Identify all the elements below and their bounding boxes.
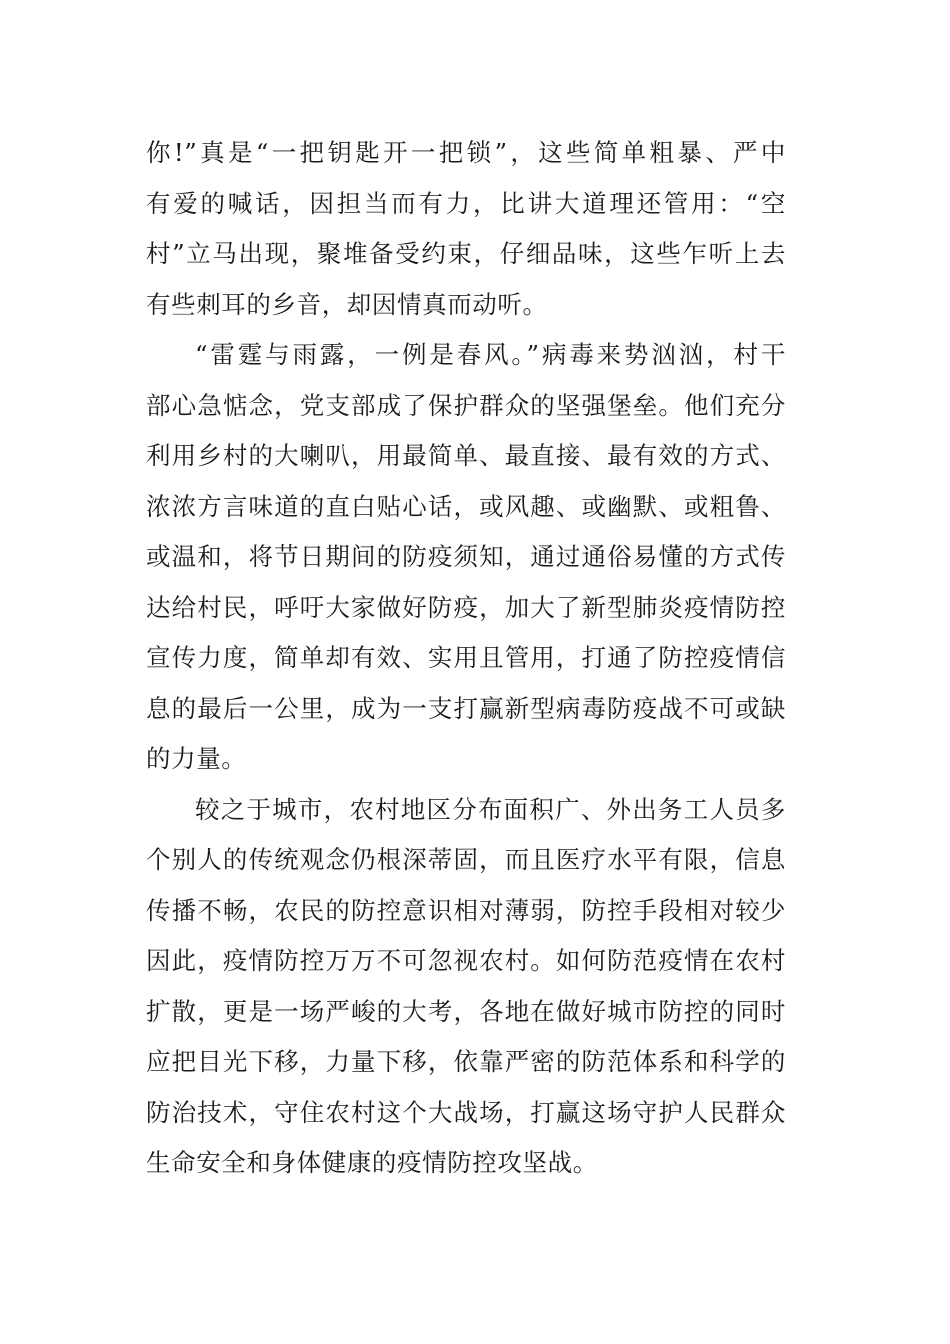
paragraph-2 — [146, 330, 786, 785]
text-line: 村”立马出现，聚堆备受约束，仔细品味，这些乍听上去 — [146, 239, 786, 268]
text-line: 或温和，将节日期间的防疫须知，通过通俗易懂的方式传 — [146, 542, 786, 571]
text-line: 浓浓方言味道的直白贴心话，或风趣、或幽默、或粗鲁、 — [146, 491, 786, 521]
text-line: 息的最后一公里，成为一支打赢新型病毒防疫战不可或缺 — [146, 693, 786, 723]
text-line: 宣传力度，简单却有效、实用且管用，打通了防控疫情信 — [146, 643, 786, 672]
text-line: 有些刺耳的乡音，却因情真而动听。 — [146, 289, 548, 319]
text-line: 有爱的喊话，因担当而有力，比讲大道理还管用：“空 — [146, 188, 786, 218]
text-line: “雷霆与雨露，一例是春风。”病毒来势汹汹，村干 — [195, 340, 786, 369]
text-line: 部心急惦念，党支部成了保护群众的坚强堡垒。他们充分 — [146, 390, 786, 420]
text-line: 达给村民，呼吁大家做好防疫，加大了新型肺炎疫情防控 — [146, 592, 786, 622]
article-body — [146, 128, 786, 1189]
paragraph-1 — [146, 128, 786, 330]
text-line: 因此，疫情防控万万不可忽视农村。如何防范疫情在农村 — [146, 946, 786, 975]
text-line: 传播不畅，农民的防控意识相对薄弱，防控手段相对较少 — [146, 895, 786, 925]
text-line: 个别人的传统观念仍根深蒂固，而且医疗水平有限，信息 — [146, 845, 786, 874]
paragraph-3 — [146, 785, 786, 1189]
text-line: 防治技术，守住农村这个大战场，打赢这场守护人民群众 — [146, 1097, 786, 1127]
text-line: 应把目光下移，力量下移，依靠严密的防范体系和科学的 — [146, 1047, 786, 1076]
text-line: 你!”真是“一把钥匙开一把锁”，这些简单粗暴、严中 — [146, 138, 786, 167]
text-line: 扩散，更是一场严峻的大考，各地在做好城市防控的同时 — [146, 996, 786, 1026]
text-line: 的力量。 — [146, 744, 247, 773]
text-line: 生命安全和身体健康的疫情防控攻坚战。 — [146, 1148, 598, 1177]
text-line: 较之于城市，农村地区分布面积广、外出务工人员多 — [195, 794, 786, 824]
text-line: 利用乡村的大喇叭，用最简单、最直接、最有效的方式、 — [146, 441, 786, 470]
